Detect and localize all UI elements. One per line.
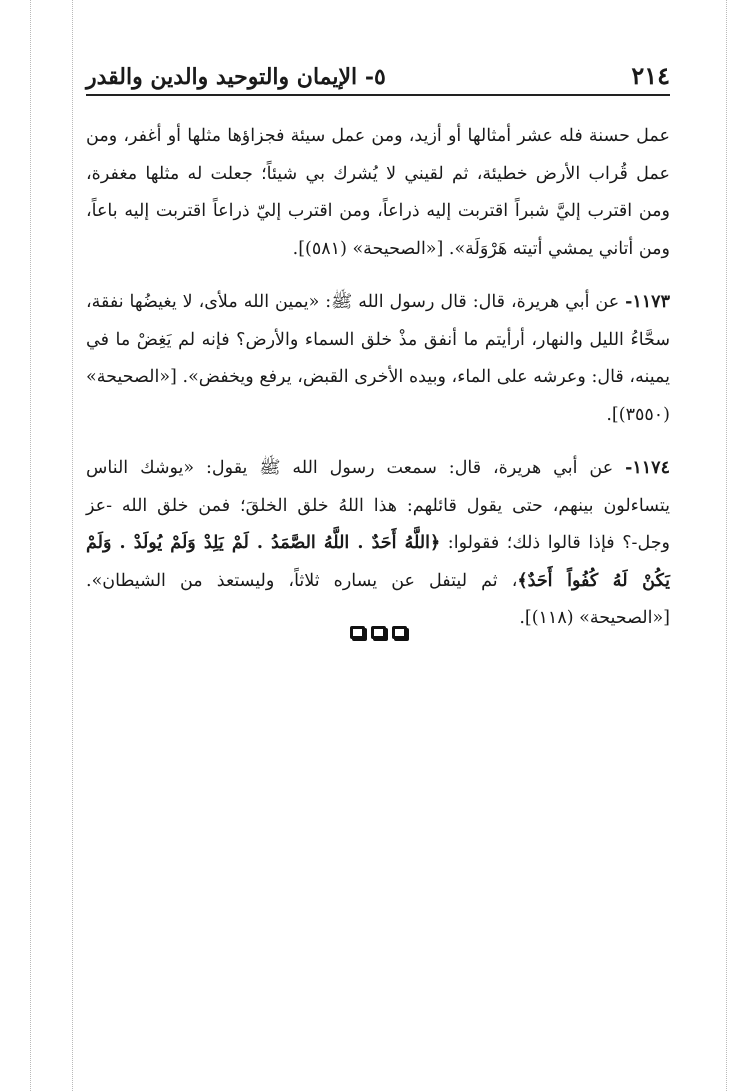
margin-dotted-line <box>726 0 727 1091</box>
hadith-text: عن أبي هريرة، قال: قال رسول الله ﷺ: «يمين الله ملأى، لا يغيضُها نفقة، سحَّاءُ الليل والنهار، أرأيتم ما أنفق مذْ خلق السماء والأرض؟ فإنه لم يَغِضْ ما في يمينه، قال: وعرشه على الماء، وبيده الأخرى القبض، يرفع ويخفض». [«الصحيحة» (٣٥٥٠)]. <box>86 292 670 425</box>
hadith-1173 <box>86 284 670 434</box>
margin-dotted-line <box>30 0 31 1091</box>
hadith-1174 <box>86 450 670 638</box>
paragraph-continued <box>86 118 670 268</box>
square-ornament-icon <box>371 626 386 639</box>
chapter-title: ٥- الإيمان والتوحيد والدين والقدر <box>86 64 386 90</box>
page-header <box>86 52 670 96</box>
square-ornament-icon <box>392 626 407 639</box>
margin-dotted-line <box>72 0 73 1091</box>
hadith-number: ١١٧٣- <box>625 292 670 312</box>
hadith-text: عن أبي هريرة، قال: سمعت رسول الله ﷺ يقول: «يوشك الناس يتساءلون بينهم، حتى يقول قائلهم: هذا اللهُ خلق الخلقَ؛ فمن خلق الله -عز وجل-؟ فإذا قالوا ذلك؛ فقولوا: <box>86 458 670 553</box>
section-end-marks <box>0 626 756 639</box>
page-number: ٢١٤ <box>631 61 670 90</box>
paragraph-text: عمل حسنة فله عشر أمثالها أو أزيد، ومن عمل سيئة فجزاؤها مثلها أو أغفر، ومن عمل قُراب الأرض خطيئة، ثم لقيني لا يُشرك بي شيئاً؛ جعلت له مثلها مغفرة، ومن اقترب إليَّ شبراً اقتربت إليه ذراعاً، ومن اقترب إليّ ذراعاً اقتربت إليه باعاً، ومن أتاني يمشي أتيته هَرْوَلَة». [«الصحيحة» (٥٨١)]. <box>86 126 670 259</box>
quran-verse: ﴿اللَّهُ أَحَدٌ . اللَّهُ الصَّمَدُ . لَمْ يَلِدْ وَلَمْ يُولَدْ . وَلَمْ يَكُنْ لَهُ كُفُواً أَحَدٌ﴾ <box>86 533 670 591</box>
page-body <box>86 118 670 654</box>
hadith-text-end: ، ثم ليتفل عن يساره ثلاثاً، وليستعذ من الشيطان». [«الصحيحة» (١١٨)]. <box>86 570 670 628</box>
square-ornament-icon <box>350 626 365 639</box>
hadith-number: ١١٧٤- <box>625 458 670 478</box>
